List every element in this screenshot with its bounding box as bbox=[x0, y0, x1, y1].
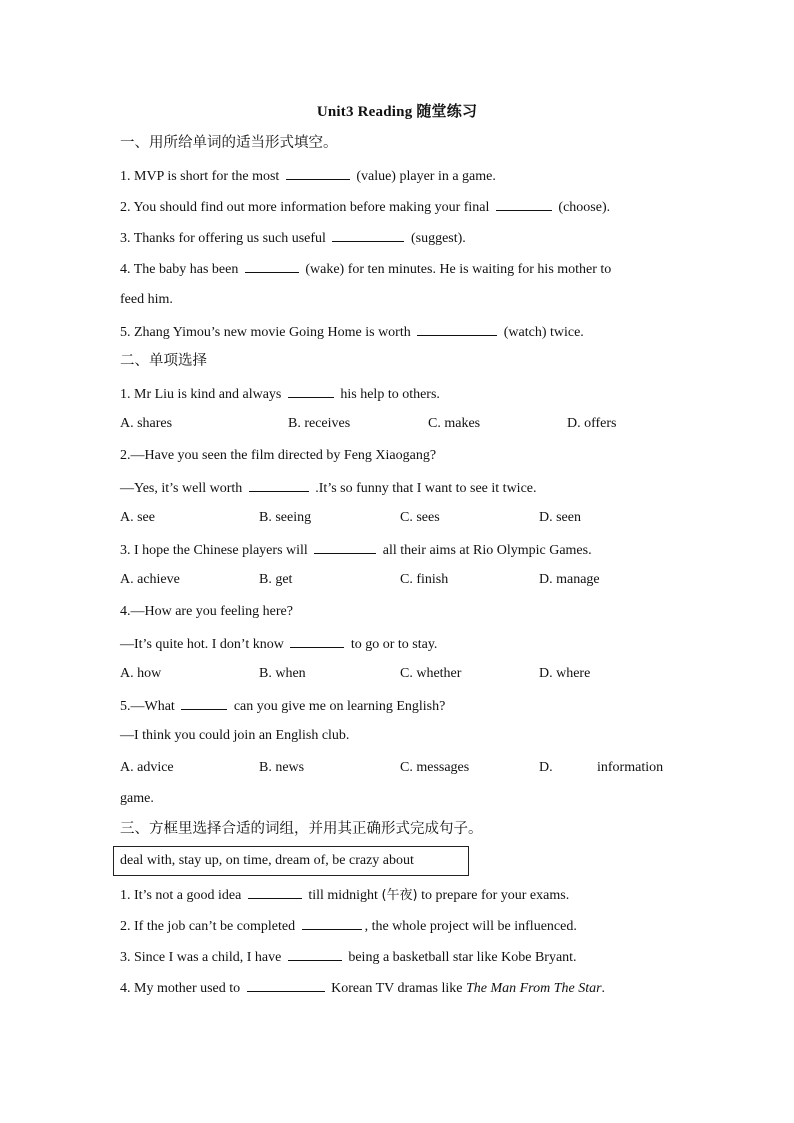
s2-q4-line1: 4.—How are you feeling here? bbox=[120, 604, 293, 619]
s1-question-2 bbox=[120, 196, 680, 218]
s1-q1-hint: (value) player in a game. bbox=[356, 169, 496, 184]
s2-q5-text: 5.—What bbox=[120, 699, 175, 714]
s3-q4-period: . bbox=[601, 981, 606, 996]
s3-q4-blank[interactable] bbox=[247, 977, 325, 992]
s1-q1-text: 1. MVP is short for the most bbox=[120, 169, 280, 184]
section3-heading: 三、方框里选择合适的词组，并用其正确形式完成句子。 bbox=[120, 821, 483, 837]
s2-q5-line2: —I think you could join an English club. bbox=[120, 728, 350, 743]
s2-q2-text: —Yes, it’s well worth bbox=[120, 481, 243, 496]
s2-q5-blank[interactable] bbox=[181, 695, 227, 710]
s3-question-4 bbox=[120, 977, 680, 999]
s2-q5-text-end: can you give me on learning English? bbox=[233, 699, 446, 714]
s2-q4-text: —It’s quite hot. I don’t know bbox=[120, 637, 284, 652]
s2-q5-continuation: game. bbox=[120, 791, 154, 806]
s3-q2-text-end: , the whole project will be influenced. bbox=[364, 919, 577, 934]
s2-q1-option-a[interactable]: A. shares bbox=[120, 416, 173, 431]
s2-q1-option-c[interactable]: C. makes bbox=[428, 416, 481, 431]
s3-q1-text: 1. It’s not a good idea bbox=[120, 888, 242, 903]
s2-question-3 bbox=[120, 539, 680, 561]
s1-question-5 bbox=[120, 321, 680, 343]
s2-q3-option-a[interactable]: A. achieve bbox=[120, 572, 180, 587]
s3-question-3 bbox=[120, 946, 680, 968]
s2-q1-text: 1. Mr Liu is kind and always bbox=[120, 387, 282, 402]
s3-q2-blank[interactable] bbox=[302, 915, 362, 930]
s2-q3-blank[interactable] bbox=[314, 539, 376, 554]
s2-q3-option-c[interactable]: C. finish bbox=[400, 572, 449, 587]
s2-q4-option-b[interactable]: B. when bbox=[259, 666, 306, 681]
s2-q1-option-b[interactable]: B. receives bbox=[288, 416, 351, 431]
s2-q5-option-d-text[interactable]: information bbox=[597, 760, 664, 775]
s2-q1-text-end: his help to others. bbox=[340, 387, 440, 402]
s2-q2-blank[interactable] bbox=[249, 477, 309, 492]
s1-q5-hint: (watch) twice. bbox=[503, 325, 584, 340]
s2-q5-option-d[interactable]: D. bbox=[539, 760, 553, 775]
s2-question-1 bbox=[120, 383, 680, 405]
s1-q5-blank[interactable] bbox=[417, 321, 497, 336]
s1-q2-hint: (choose). bbox=[558, 200, 611, 215]
s2-q4-option-a[interactable]: A. how bbox=[120, 666, 162, 681]
s3-q3-text-end: being a basketball star like Kobe Bryant. bbox=[348, 950, 577, 965]
s2-q4-option-d[interactable]: D. where bbox=[539, 666, 591, 681]
s3-q1-text-mid: till midnight bbox=[308, 888, 378, 903]
s2-q3-text: 3. I hope the Chinese players will bbox=[120, 543, 308, 558]
s3-q1-cjk-note: (午夜) bbox=[381, 888, 418, 903]
s3-q4-drama-title: The Man From The Star bbox=[465, 981, 602, 996]
s2-q3-option-d[interactable]: D. manage bbox=[539, 572, 600, 587]
s2-q5-option-b[interactable]: B. news bbox=[259, 760, 305, 775]
s3-q1-blank[interactable] bbox=[248, 884, 302, 899]
s2-q2-line1: 2.—Have you seen the film directed by Feng Xiaogang? bbox=[120, 448, 437, 463]
s1-question-4 bbox=[120, 258, 680, 280]
s1-q2-text: 2. You should find out more information before making your final bbox=[120, 200, 490, 215]
s1-question-1 bbox=[120, 165, 680, 187]
s1-q4-text: 4. The baby has been bbox=[120, 262, 239, 277]
page-title: Unit3 Reading 随堂练习 bbox=[316, 104, 478, 120]
s3-question-1 bbox=[120, 884, 680, 906]
s3-q3-text: 3. Since I was a child, I have bbox=[120, 950, 282, 965]
s3-question-2 bbox=[120, 915, 680, 937]
s2-question-4 bbox=[120, 633, 680, 655]
s1-q5-text: 5. Zhang Yimou’s new movie Going Home is worth bbox=[120, 325, 411, 340]
s3-q2-text: 2. If the job can’t be completed bbox=[120, 919, 296, 934]
s2-q5-option-c[interactable]: C. messages bbox=[400, 760, 470, 775]
phrase-box: deal with, stay up, on time, dream of, be crazy about bbox=[113, 846, 469, 876]
s2-q2-option-d[interactable]: D. seen bbox=[539, 510, 581, 525]
s1-q4-hint: (wake) for ten minutes. He is waiting for his mother to bbox=[305, 262, 612, 277]
s2-q3-option-b[interactable]: B. get bbox=[259, 572, 293, 587]
s1-q1-blank[interactable] bbox=[286, 165, 350, 180]
s1-question-3 bbox=[120, 227, 680, 249]
s2-q4-blank[interactable] bbox=[290, 633, 344, 648]
section1-heading: 一、用所给单词的适当形式填空。 bbox=[120, 135, 338, 151]
s1-q4-continuation: feed him. bbox=[120, 292, 173, 307]
s2-q1-blank[interactable] bbox=[288, 383, 334, 398]
s1-q3-text: 3. Thanks for offering us such useful bbox=[120, 231, 326, 246]
s2-q3-text-end: all their aims at Rio Olympic Games. bbox=[382, 543, 592, 558]
s2-q2-text-end: .It’s so funny that I want to see it twice. bbox=[315, 481, 537, 496]
s3-q1-text-end: to prepare for your exams. bbox=[421, 888, 570, 903]
s1-q3-blank[interactable] bbox=[332, 227, 404, 242]
s1-q2-blank[interactable] bbox=[496, 196, 552, 211]
s2-q1-option-d[interactable]: D. offers bbox=[567, 416, 617, 431]
s2-q2-option-b[interactable]: B. seeing bbox=[259, 510, 312, 525]
s2-question-2 bbox=[120, 477, 680, 499]
s1-q4-blank[interactable] bbox=[245, 258, 299, 273]
s3-q4-text-mid: Korean TV dramas like bbox=[331, 981, 463, 996]
s2-q4-option-c[interactable]: C. whether bbox=[400, 666, 462, 681]
s2-q2-option-a[interactable]: A. see bbox=[120, 510, 155, 525]
s1-q3-hint: (suggest). bbox=[410, 231, 466, 246]
s2-q4-text-end: to go or to stay. bbox=[350, 637, 438, 652]
s3-q3-blank[interactable] bbox=[288, 946, 342, 961]
s3-q4-text: 4. My mother used to bbox=[120, 981, 241, 996]
s2-q2-option-c[interactable]: C. sees bbox=[400, 510, 440, 525]
s2-question-5 bbox=[120, 695, 680, 717]
section2-heading: 二、单项选择 bbox=[120, 353, 207, 369]
s2-q5-option-a[interactable]: A. advice bbox=[120, 760, 174, 775]
